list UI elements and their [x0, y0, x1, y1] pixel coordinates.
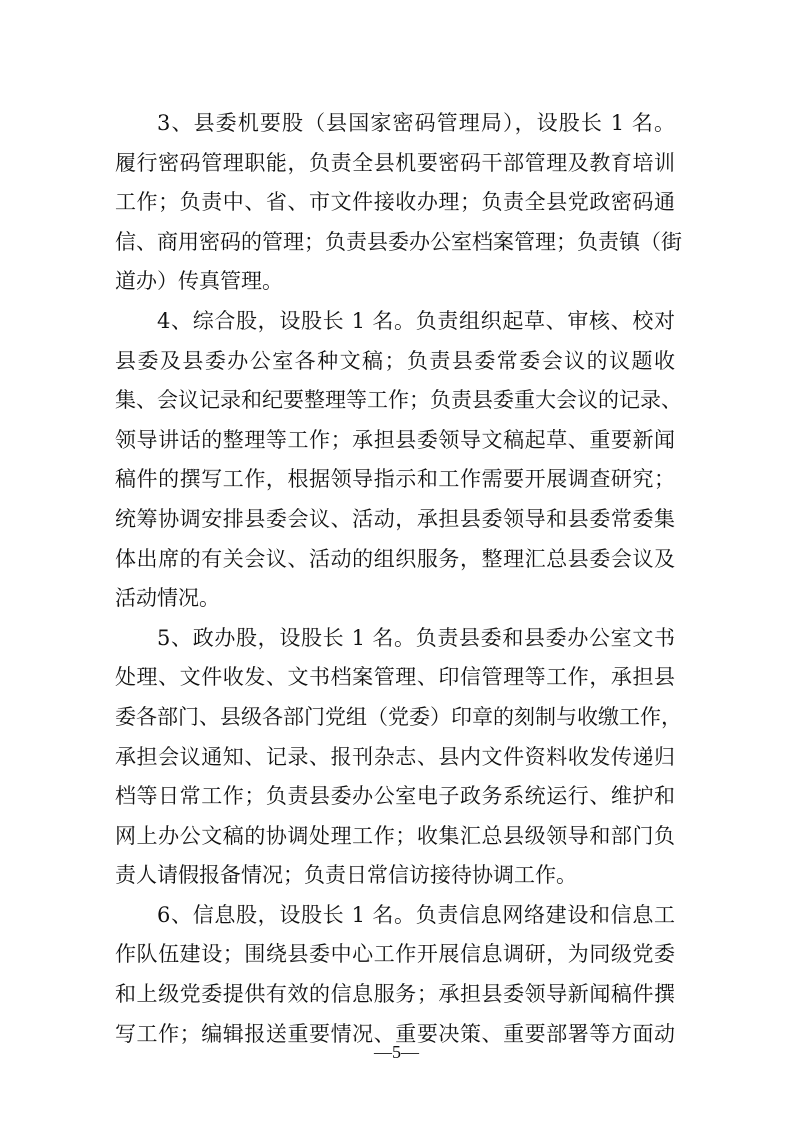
page-number: —5— [374, 1042, 419, 1062]
text-line: 活动情况。 [115, 586, 220, 611]
text-line: 信、商用密码的管理；负责县委办公室档案管理；负责镇（街 [115, 229, 682, 254]
text-line: 体出席的有关会议、活动的组织服务，整理汇总县委会议及 [115, 546, 675, 571]
text-line: 道办）传真管理。 [115, 269, 283, 294]
body-text [115, 104, 682, 1054]
text-line: 和上级党委提供有效的信息服务；承担县委领导新闻稿件撰 [115, 982, 675, 1007]
text-line: 写工作；编辑报送重要情况、重要决策、重要部署等方面动 [115, 1021, 675, 1046]
text-line: 4、综合股，设股长 1 名。负责组织起草、审核、校对 [157, 308, 675, 333]
text-line: 5、政办股，设股长 1 名。负责县委和县委办公室文书 [157, 625, 675, 650]
text-line: 作队伍建设；围绕县委中心工作开展信息调研，为同级党委 [115, 942, 675, 967]
text-line: 3、县委机要股（县国家密码管理局），设股长 1 名。 [157, 111, 675, 135]
text-line: 档等日常工作；负责县委办公室电子政务系统运行、维护和 [115, 784, 675, 809]
text-line: 稿件的撰写工作，根据领导指示和工作需要开展调查研究； [115, 467, 675, 492]
text-line: 县委及县委办公室各种文稿；负责县委常委会议的议题收 [115, 348, 675, 373]
text-line: 承担会议通知、记录、报刊杂志、县内文件资料收发传递归 [115, 744, 675, 769]
text-line: 统筹协调安排县委会议、活动，承担县委领导和县委常委集 [115, 506, 675, 531]
text-line: 委各部门、县级各部门党组（党委）印章的刻制与收缴工作， [115, 704, 682, 729]
text-line: 6、信息股，设股长 1 名。负责信息网络建设和信息工 [157, 902, 675, 927]
text-line: 集、会议记录和纪要整理等工作；负责县委重大会议的记录、 [115, 388, 682, 413]
text-line: 领导讲话的整理等工作；承担县委领导文稿起草、重要新闻 [115, 427, 675, 452]
text-line: 处理、文件收发、文书档案管理、印信管理等工作，承担县 [115, 665, 675, 690]
text-line: 网上办公文稿的协调处理工作；收集汇总县级领导和部门负 [115, 823, 675, 848]
text-line: 工作；负责中、省、市文件接收办理；负责全县党政密码通 [115, 190, 675, 215]
text-line: 责人请假报备情况；负责日常信访接待协调工作。 [115, 863, 577, 888]
text-line: 履行密码管理职能，负责全县机要密码干部管理及教育培训 [115, 150, 675, 175]
